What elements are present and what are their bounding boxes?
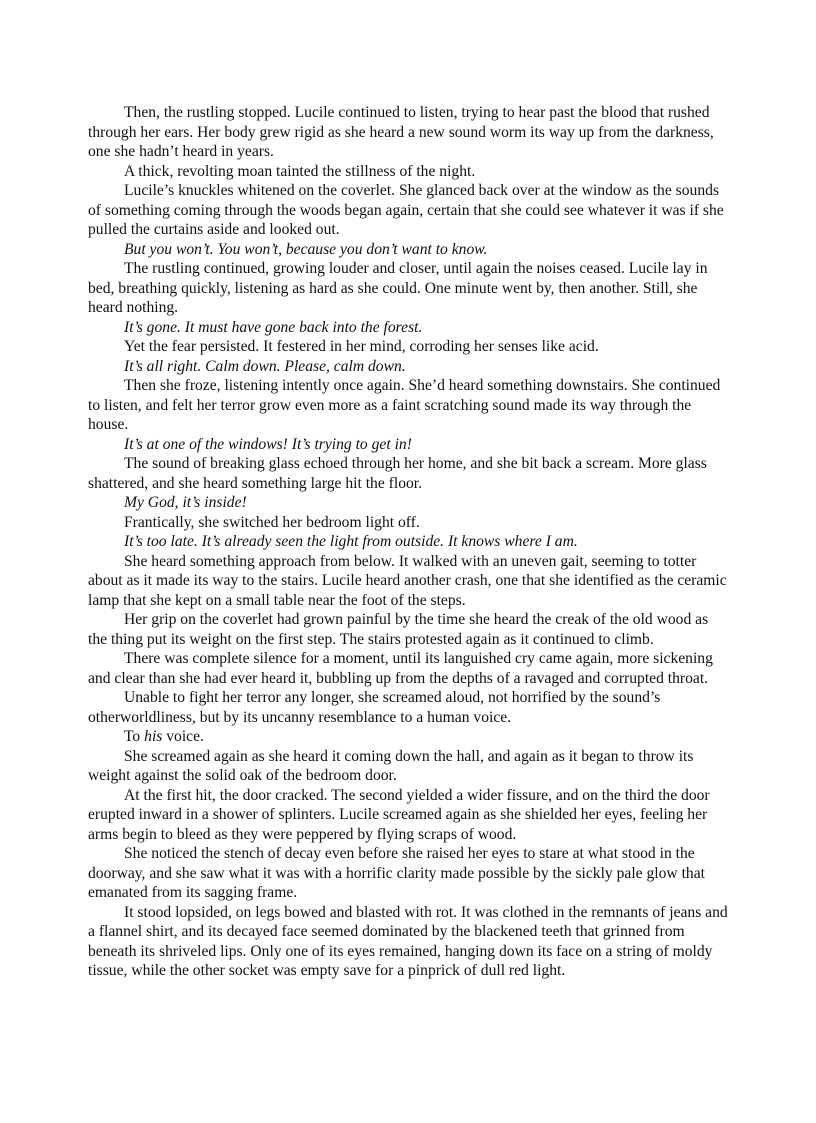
- paragraph: Yet the fear persisted. It festered in her mind, corroding her senses like acid.: [124, 338, 599, 355]
- paragraph: Then she froze, listening intently once again. She’d heard something downstairs. She continued to listen, and felt her terror grow even more as a faint scratching sound made its way through the house.: [88, 377, 721, 433]
- paragraph: She heard something approach from below. It walked with an uneven gait, seeming to totter about as it made its way to the stairs. Lucile heard another crash, one that she identified as the ceramic lamp that she kept on a small table near the foot of the steps.: [88, 552, 727, 609]
- paragraph: At the first hit, the door cracked. The second yielded a wider fissure, and on the third the door erupted inward in a shower of splinters. Lucile screamed again as she shielded her eyes, feeling her arms begin to bleed as they were peppered by flying scraps of wood.: [88, 786, 710, 843]
- italic-thought: It’s at one of the windows! It’s trying to get in!: [124, 435, 412, 453]
- italic-thought: It’s gone. It must have gone back into the forest.: [124, 318, 423, 336]
- italic-thought: It’s all right. Calm down. Please, calm down.: [124, 357, 406, 375]
- paragraph: Then, the rustling stopped. Lucile continued to listen, trying to hear past the blood that rushed through her ears. Her body grew rigid as she heard a new sound worm its way up from the darkness, one she hadn’t heard in years.: [88, 104, 714, 160]
- paragraph: Lucile’s knuckles whitened on the coverlet. She glanced back over at the window as the sounds of something coming through the woods began again, certain that she could see whatever it was if she pulled the curtains aside and looked out.: [88, 182, 724, 238]
- paragraph: She screamed again as she heard it coming down the hall, and again as it began to throw its weight against the solid oak of the bedroom door.: [88, 747, 694, 784]
- document-page: [88, 103, 728, 981]
- paragraph: It stood lopsided, on legs bowed and blasted with rot. It was clothed in the remnants of jeans and a flannel shirt, and its decayed face seemed dominated by the blackened teeth that grinned from beneath its shriveled lips. Only one of its eyes remained, hanging down its face on a string of moldy tissue, while the other socket was empty save for a pinprick of dull red light.: [88, 903, 728, 979]
- italic-thought: My God, it’s inside!: [124, 494, 247, 511]
- text-run: voice.: [162, 728, 204, 745]
- emphasis: his: [144, 728, 163, 745]
- italic-thought: It’s too late. It’s already seen the light from outside. It knows where I am.: [124, 533, 578, 550]
- paragraph: The rustling continued, growing louder and closer, until again the noises ceased. Lucile lay in bed, breathing quickly, listening as hard as she could. One minute went by, then another. Still, she heard nothing.: [88, 260, 708, 316]
- paragraph: A thick, revolting moan tainted the stillness of the night.: [124, 162, 476, 180]
- paragraph: Her grip on the coverlet had grown painful by the time she heard the creak of the old wood as the thing put its weight on the first step. The stairs protested again as it continued to climb.: [88, 611, 709, 648]
- paragraph: Unable to fight her terror any longer, she screamed aloud, not horrified by the sound’s otherworldliness, but by its uncanny resemblance to a human voice.: [88, 689, 661, 726]
- paragraph-mixed: [88, 727, 728, 747]
- paragraph: She noticed the stench of decay even before she raised her eyes to stare at what stood in the doorway, and she saw what it was with a horrific clarity made possible by the sickly pale glow that emanated from its sagging frame.: [88, 845, 705, 901]
- text-run: To: [124, 728, 145, 745]
- paragraph: There was complete silence for a moment, until its languished cry came again, more sickening and clear than she had ever heard it, bubbling up from the depths of a ravaged and corrupted throat.: [88, 650, 713, 687]
- italic-thought: But you won’t. You won’t, because you don’t want to know.: [124, 240, 488, 258]
- paragraph: The sound of breaking glass echoed through her home, and she bit back a scream. More glass shattered, and she heard something large hit the floor.: [88, 455, 707, 492]
- paragraph: Frantically, she switched her bedroom light off.: [124, 513, 420, 531]
